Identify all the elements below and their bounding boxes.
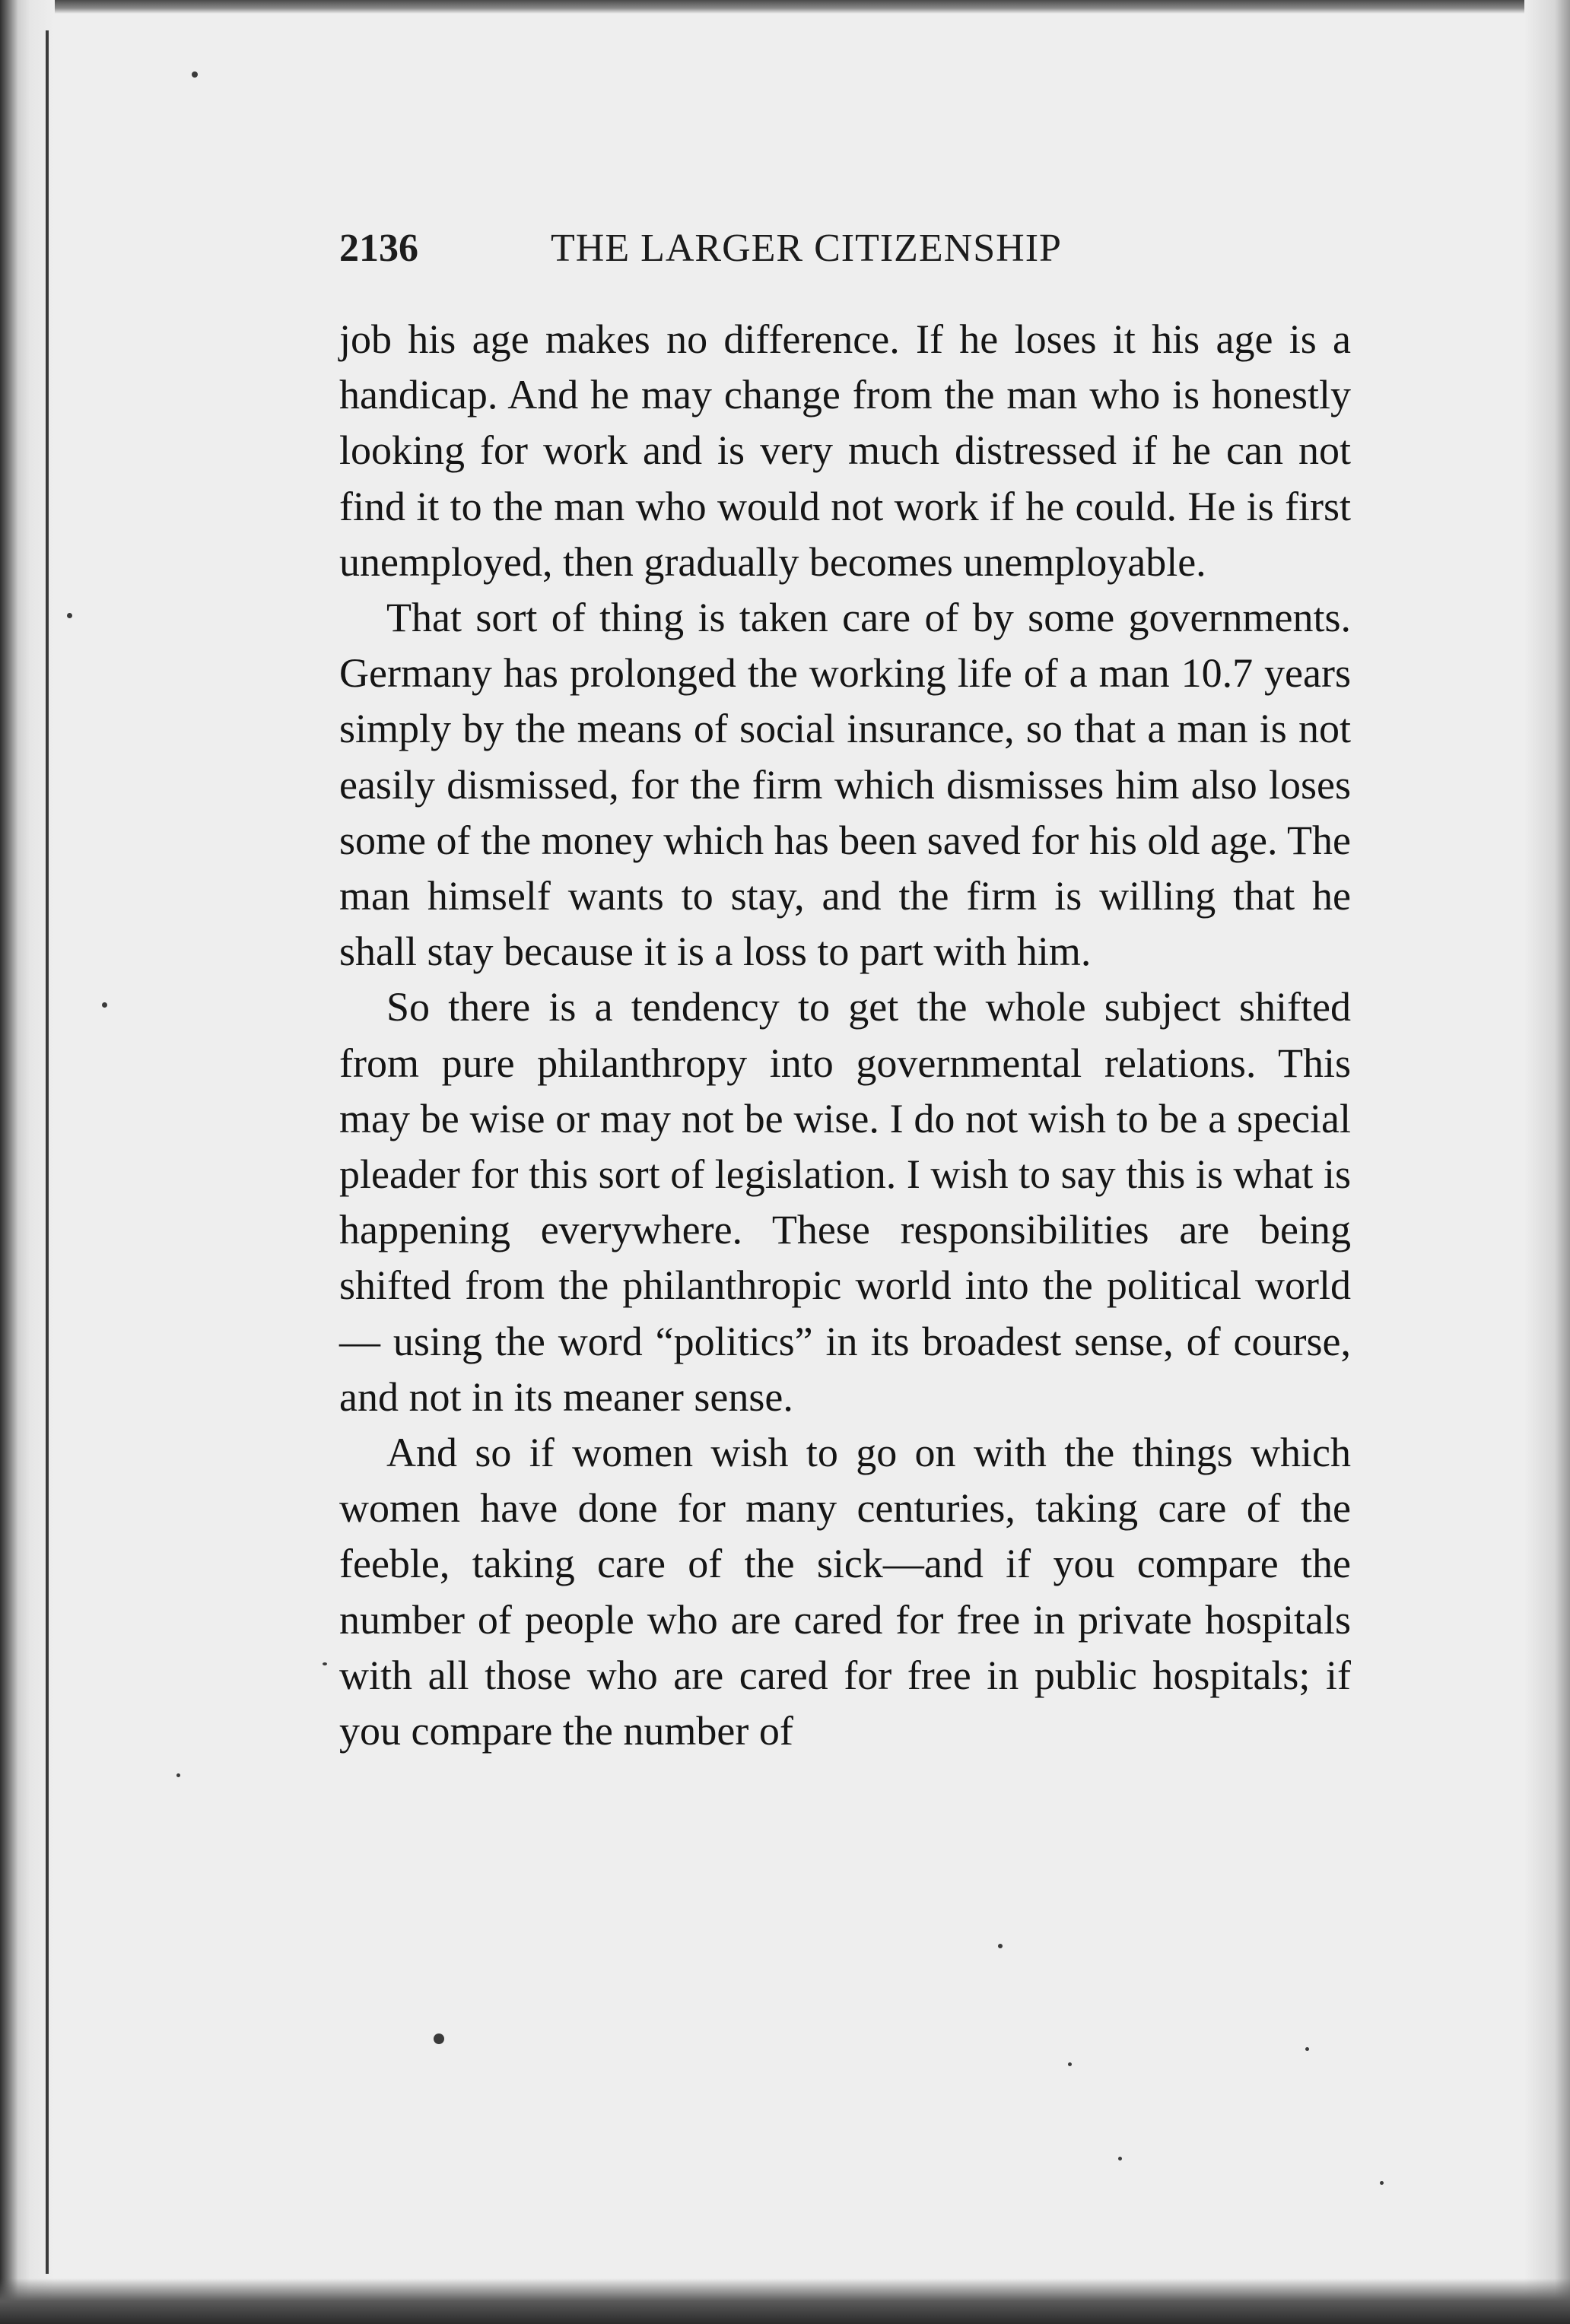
scan-speck [192,71,198,78]
scan-speck [1305,2047,1309,2051]
scan-speck [434,2034,444,2044]
scan-edge-bottom [0,2278,1570,2324]
body-text [339,312,1351,1759]
paragraph: So there is a tendency to get the whole subject shifted from pure philanthropy into governmental relations. This may be wise or may not be wise. I do not wish to be a special pleader for this sort of legislation. I wish to say this is what is happening everywhere. These responsibilities are being shifted from the philanthropic world into the political world— using the word “politics” in its broadest sense, of course, and not in its meaner sense. [339,984,1351,1420]
scan-speck [998,1944,1003,1948]
scan-speck [67,613,72,618]
page-number: 2136 [339,227,418,270]
scan-edge-right [1524,0,1570,2324]
scan-speck [102,1002,107,1008]
scan-speck [323,1662,327,1665]
running-title: THE LARGER CITIZENSHIP [551,227,1062,270]
paragraph: That sort of thing is taken care of by some governments. Germany has prolonged the working life of a man 10.7 years simply by the means of social insurance, so that a man is not easily dismissed, for the firm which dismisses him also loses some of the money which has been saved for his old age. The man himself wants to stay, and the firm is willing that he shall stay because it is a loss to part with him. [339,595,1351,975]
scan-speck [1068,2062,1072,2066]
scan-edge-top [0,0,1570,14]
scan-speck [1380,2181,1384,2185]
scan-speck [1118,2157,1122,2160]
binding-line [46,30,49,2274]
scan-speck [176,1773,180,1777]
paragraph: And so if women wish to go on with the things which women have done for many centuries, taking care of the feeble, taking care of the sick—and if you compare the number of people who are cared for free in private hospitals with all those who are cared for free in public hospitals; if you compare the number of [339,1430,1351,1754]
paragraph: job his age makes no difference. If he loses it his age is a handicap. And he may change from the man who is honestly looking for work and is very much distressed if he can not find it to the man who would not work if he could. He is first unemployed, then gradually becomes unemployable. [339,316,1351,585]
page-header [339,222,1351,283]
